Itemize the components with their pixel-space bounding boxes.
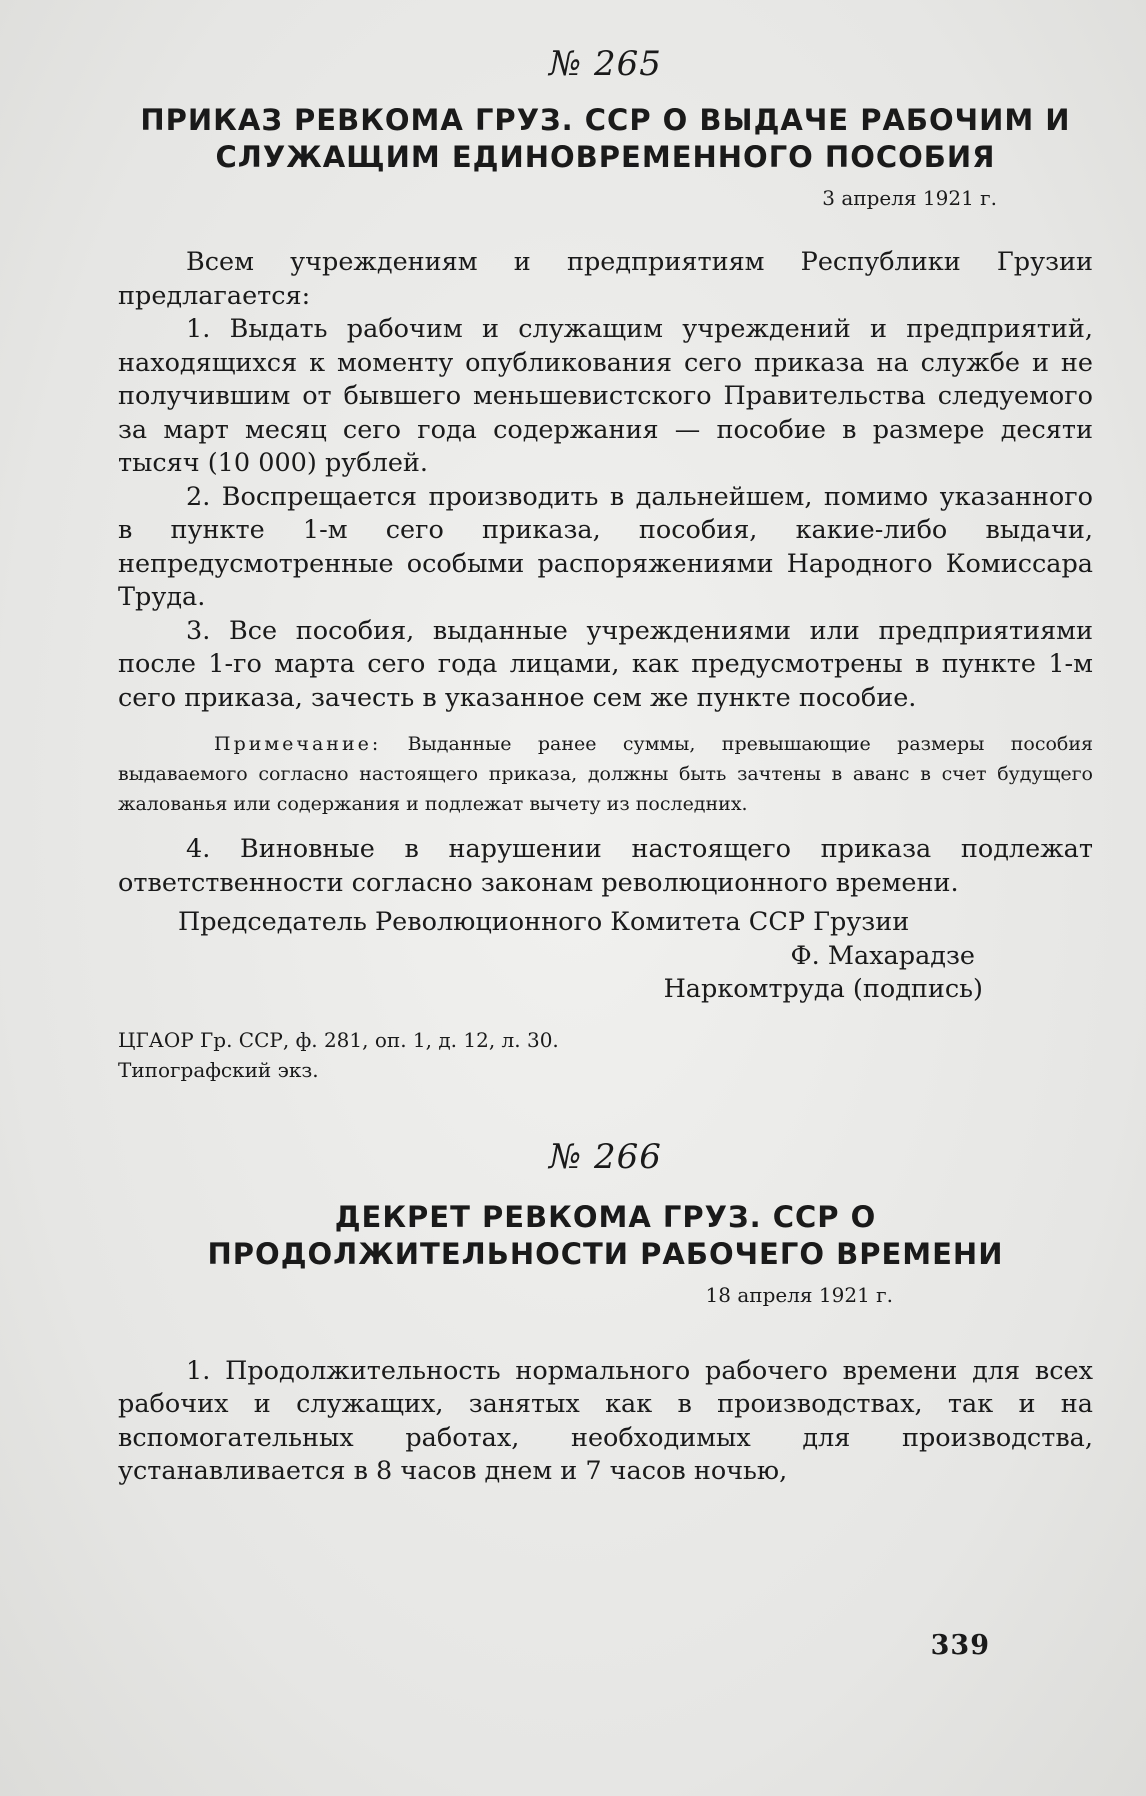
document-date: 3 апреля 1921 г.: [822, 186, 997, 210]
archive-reference: ЦГАОР Гр. ССР, ф. 281, оп. 1, д. 12, л. 30.: [118, 1027, 559, 1052]
document-266: [118, 1137, 1093, 1489]
document-number: № 265: [549, 44, 662, 84]
text-column: [118, 44, 1093, 1489]
title-line: ПРИКАЗ РЕВКОМА ГРУЗ. ССР О ВЫДАЧЕ РАБОЧИМ И: [140, 103, 1071, 137]
title-line: СЛУЖАЩИМ ЕДИНОВРЕМЕННОГО ПОСОБИЯ: [215, 140, 996, 174]
copy-type: Типографский экз.: [118, 1057, 319, 1082]
document-265: [118, 44, 1093, 1085]
title-line: ПРОДОЛЖИТЕЛЬНОСТИ РАБОЧЕГО ВРЕМЕНИ: [207, 1236, 1004, 1271]
document-number: № 266: [549, 1136, 662, 1177]
signer-name: Ф. Махарадзе: [790, 940, 975, 971]
item-paragraph: 2. Воспрещается производить в дальнейшем, помимо указанного в пункте 1-м сего приказа, пособия, какие-либо выдачи, непредусмотренные особыми распоряжениями Народного Комиссара Труда.: [118, 481, 1093, 612]
document-title: [118, 1199, 1093, 1273]
item-paragraph: 1. Выдать рабочим и служащим учреждений и предприятий, находящихся к моменту опубликования сего приказа на службе и не получившим от бывшего меньшевистского Правительства следуемого за март месяц сего года содержания — пособие в размере десяти тысяч (10 000) рублей.: [118, 314, 1093, 478]
document-title: [118, 102, 1093, 176]
page-number: 339: [930, 1630, 990, 1661]
title-line: ДЕКРЕТ РЕВКОМА ГРУЗ. ССР О: [334, 1199, 877, 1234]
signer-title: Председатель Революционного Комитета ССР Грузии: [178, 907, 910, 937]
note-text: Выданные ранее суммы, превышающие размеры пособия выдаваемого согласно настоящего приказа, должны быть зачтены в аванс в счет будущего жалованья или содержания и подлежат вычету из последних.: [118, 733, 1093, 815]
note-paragraph: [118, 729, 1093, 819]
note-label: Примечание:: [214, 733, 382, 755]
document-date: 18 апреля 1921 г.: [705, 1282, 893, 1307]
item-paragraph: 4. Виновные в нарушении настоящего приказа подлежат ответственности согласно законам революционного времени.: [118, 834, 1093, 898]
item-paragraph: 1. Продолжительность нормального рабочего времени для всех рабочих и служащих, занятых как в производствах, так и на вспомогательных работах, необходимых для производства, устанавливается в 8 часов днем и 7 часов ночью,: [118, 1355, 1093, 1486]
intro-paragraph: Всем учреждениям и предприятиям Республики Грузии предлагается:: [118, 247, 1093, 311]
item-paragraph: 3. Все пособия, выданные учреждениями или предприятиями после 1-го марта сего года лицами, как предусмотрены в пункте 1-м сего приказа, зачесть в указанное сем же пункте пособие.: [118, 615, 1093, 713]
narkom-signature: Наркомтруда (подпись): [663, 974, 983, 1004]
